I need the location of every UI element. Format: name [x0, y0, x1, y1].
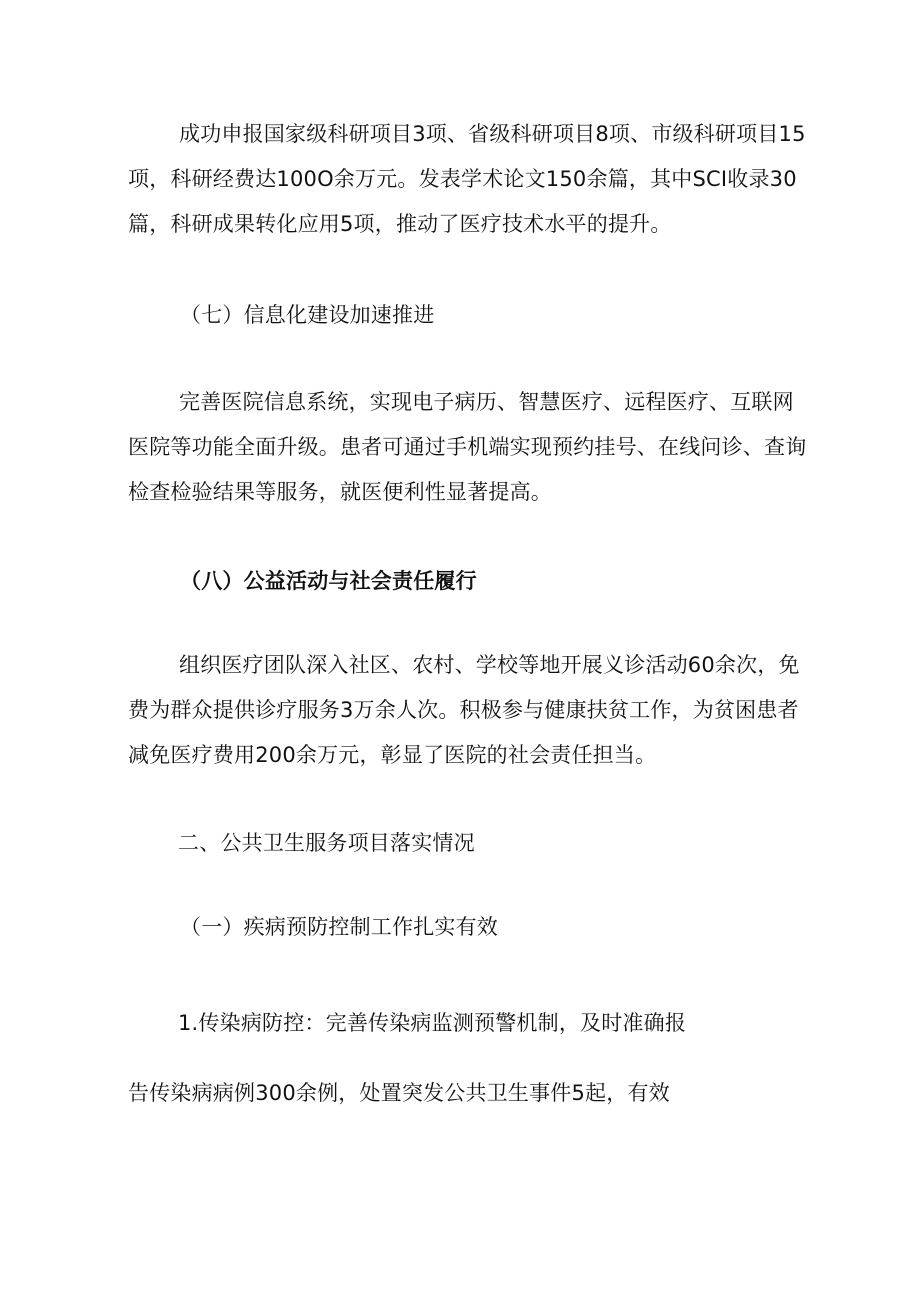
- paragraph-research: 成功申报国家级科研项目3项、省级科研项目8项、市级科研项目15项，科研经费达100O余万元。发表学术论文150余篇，其中SCI收录30篇，科研成果转化应用5项，推动了医疗技术水平的提升。: [128, 122, 806, 236]
- heading-section-2: 二、公共卫生服务项目落实情况: [178, 831, 475, 855]
- heading-section-8: （八）公益活动与社会责任履行: [180, 569, 477, 593]
- item-1-line-2: 告传染病病例300余例，处置突发公共卫生事件5起，有效: [128, 1081, 670, 1105]
- paragraph-charity: 组织医疗团队深入社区、农村、学校等地开展义诊活动60余次，免费为群众提供诊疗服务3万余人次。积极参与健康扶贫工作，为贫困患者减免医疗费用200余万元，彰显了医院的社会责任担当。: [128, 653, 800, 767]
- paragraph-it-construction: 完善医院信息系统，实现电子病历、智慧医疗、远程医疗、互联网医院等功能全面升级。患者可通过手机端实现预约挂号、在线问诊、查询检查检验结果等服务，就医便利性显著提高。: [128, 390, 807, 504]
- heading-section-7: （七）信息化建设加速推进: [180, 303, 435, 327]
- item-1-line-1: 1.传染病防控：完善传染病监测预警机制，及时准确报: [178, 1011, 687, 1035]
- heading-subsection-2-1: （一）疾病预防控制工作扎实有效: [180, 915, 498, 939]
